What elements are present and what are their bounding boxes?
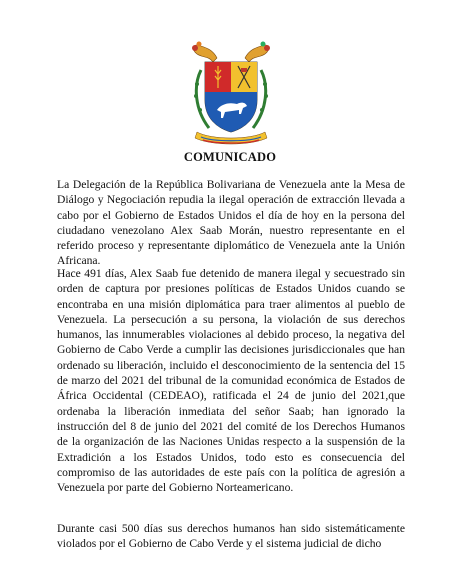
- paragraph-3: Durante casi 500 días sus derechos humanos han sido sistemáticamente violados por el Gobierno de Cabo Verde y el sistema judicial de dicho: [57, 522, 405, 551]
- paragraph-2: Hace 491 días, Alex Saab fue detenido de manera ilegal y secuestrado sin orden de captura por presiones políticas de Estados Unidos cuando se encontraba en una misión diplomática para traer alimentos al pueblo de Venezuela. La persecución a su persona, la violación de sus derechos humanos, las innumerables violaciones al debido proceso, la negativa del Gobierno de Cabo Verde a cumplir las decisiones jurisdiccionales que han ordenado su liberación, incluido el desconocimiento de la sentencia del 15 de marzo del 2021 del tribunal de la comunidad económica de Estados de África Occidental (CEDEAO), ratificada el 24 de junio del 2021,que ordenaba la liberación inmediata del señor Saab; han ignorado la instrucción del 8 de junio del 2021 del comité de los Derechos Humanos de la organización de las Naciones Unidas respecto a la suspensión de la Extradición a los Estados Unidos, todo esto es consecuencia del compromiso de las autoridades de este país con la política de agresión a Venezuela por parte del Gobierno Norteamericano.: [57, 267, 405, 495]
- coat-of-arms-seal: [183, 40, 279, 148]
- document-title: COMUNICADO: [183, 150, 277, 164]
- paragraph-1: La Delegación de la República Bolivariana de Venezuela ante la Mesa de Diálogo y Negociación repudia la ilegal operación de extracción llevada a cabo por el Gobierno de Estados Unidos el día de hoy en la persona del ciudadano venezolano Alex Saab Morán, nuestro representante en el referido proceso y representante diplomático de Venezuela ante la Unión Africana.: [57, 178, 405, 268]
